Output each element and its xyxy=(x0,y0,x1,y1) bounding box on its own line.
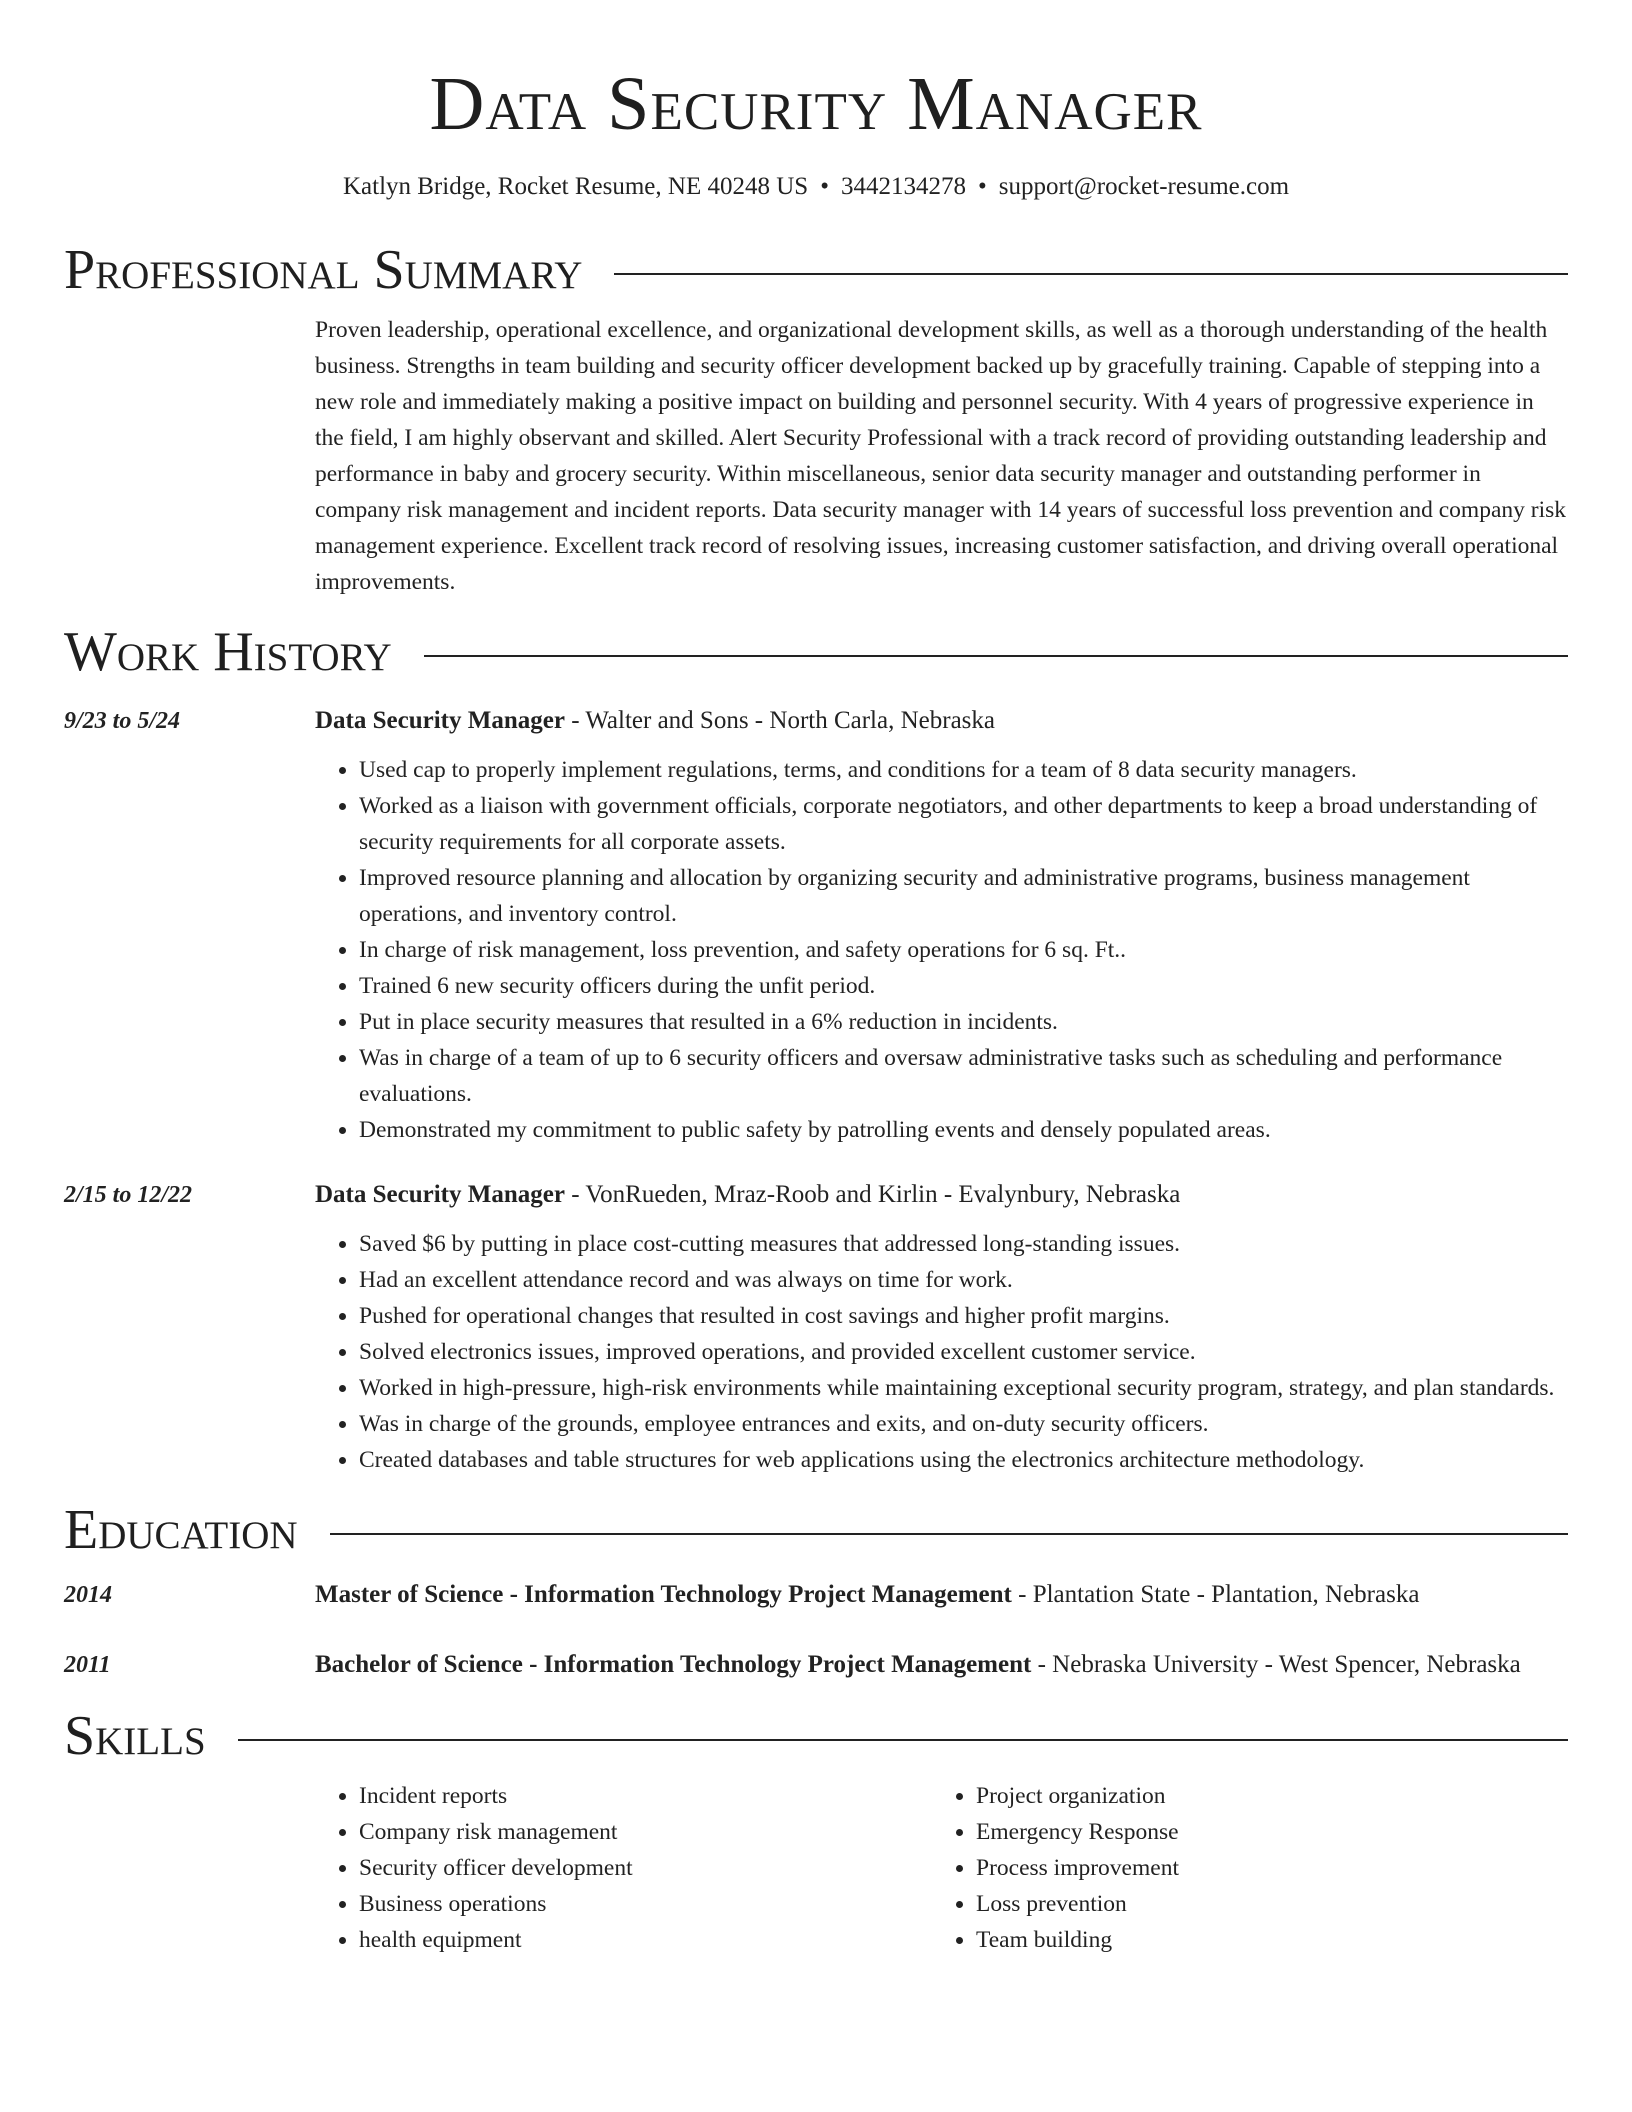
job-body xyxy=(315,702,1568,1148)
contact-separator: • xyxy=(820,173,829,200)
job-bullet: • Put in place security measures that resulted in a 6% reduction in incidents. xyxy=(359,1004,1568,1040)
job-entry xyxy=(64,1176,1568,1478)
summary-text: Proven leadership, operational excellence, and organizational development skills, as well as a thorough understanding of the health business. Strengths in team building and security officer development backed up by gracefully training. Capable of stepping into a new role and immediately making a positive impact on building and personnel security. With 4 years of progressive experience in the field, I am highly observant and skilled. Alert Security Professional with a track record of providing outstanding leadership and performance in baby and grocery security. Within miscellaneous, senior data security manager and outstanding performer in company risk management and incident reports. Data security manager with 14 years of successful loss prevention and company risk management experience. Excellent track record of resolving issues, increasing customer satisfaction, and driving overall operational improvements. xyxy=(315,317,1567,595)
job-bullet: • In charge of risk management, loss prevention, and safety operations for 6 sq. Ft.. xyxy=(359,932,1568,968)
education-degree: Bachelor of Science - Information Technology Project Management xyxy=(315,1651,1032,1678)
section-header xyxy=(64,1704,1568,1768)
job-details: - Walter and Sons - North Carla, Nebraska xyxy=(564,707,995,734)
job-bullet: • Worked as a liaison with government officials, corporate negotiators, and other departments to keep a broad understanding of security requirements for all corporate assets. xyxy=(359,788,1568,860)
job-title: Data Security Manager xyxy=(315,707,565,734)
skill-item: • Team building xyxy=(976,1922,1549,1958)
summary-heading: Professional Summary xyxy=(64,239,583,301)
job-title-line xyxy=(315,1176,1568,1214)
education-year: 2014 xyxy=(64,1582,112,1608)
job-bullets xyxy=(315,752,1568,1148)
section-divider xyxy=(330,1533,1568,1535)
education-details: - Nebraska University - West Spencer, Nebraska xyxy=(1031,1651,1521,1678)
education-heading: Education xyxy=(64,1499,298,1561)
section-header xyxy=(64,1498,1568,1562)
job-bullet: • Worked in high-pressure, high-risk environments while maintaining exceptional security program, strategy, and plan standards. xyxy=(359,1370,1568,1406)
job-dates: 9/23 to 5/24 xyxy=(64,708,181,734)
section-divider xyxy=(238,1739,1568,1741)
section-divider xyxy=(424,655,1568,657)
skill-item: • Security officer development xyxy=(359,1850,932,1886)
job-bullet: • Was in charge of a team of up to 6 security officers and oversaw administrative tasks such as scheduling and performance evaluations. xyxy=(359,1040,1568,1112)
skills-list-left xyxy=(315,1778,932,1958)
skill-item: • health equipment xyxy=(359,1922,932,1958)
contact-line xyxy=(64,170,1568,204)
job-bullet: • Used cap to properly implement regulations, terms, and conditions for a team of 8 data security managers. xyxy=(359,752,1568,788)
contact-address: Katlyn Bridge, Rocket Resume, NE 40248 US xyxy=(342,173,809,200)
job-bullet: • Trained 6 new security officers during the unfit period. xyxy=(359,968,1568,1004)
skill-item: • Business operations xyxy=(359,1886,932,1922)
work-history-heading: Work History xyxy=(64,621,392,683)
skills-list-right xyxy=(932,1778,1549,1958)
education-entry xyxy=(64,1576,1568,1614)
job-bullet: • Demonstrated my commitment to public safety by patrolling events and densely populated areas. xyxy=(359,1112,1568,1148)
job-bullet: • Solved electronics issues, improved operations, and provided excellent customer service. xyxy=(359,1334,1568,1370)
skills-grid xyxy=(315,1778,1568,1958)
education-entry xyxy=(64,1646,1568,1684)
job-bullet: • Was in charge of the grounds, employee entrances and exits, and on-duty security officers. xyxy=(359,1406,1568,1442)
education-details: - Plantation State - Plantation, Nebraska xyxy=(1011,1581,1420,1608)
education-line xyxy=(315,1646,1568,1684)
section-divider xyxy=(614,273,1568,275)
contact-separator: • xyxy=(977,173,987,200)
skill-item: • Emergency Response xyxy=(976,1814,1549,1850)
job-entry xyxy=(64,702,1568,1148)
skills-section xyxy=(64,1704,1568,1958)
section-header xyxy=(64,238,1568,302)
summary-section xyxy=(64,238,1568,600)
work-history-section xyxy=(64,620,1568,1478)
job-bullet: • Had an excellent attendance record and was always on time for work. xyxy=(359,1262,1568,1298)
job-title-line xyxy=(315,702,1568,740)
contact-phone: 3442134278 xyxy=(840,173,966,200)
skill-item: • Loss prevention xyxy=(976,1886,1549,1922)
skills-heading: Skills xyxy=(64,1705,206,1767)
skill-item: • Project organization xyxy=(976,1778,1549,1814)
job-body xyxy=(315,1176,1568,1478)
job-title: Data Security Manager xyxy=(315,1181,565,1208)
education-line xyxy=(315,1576,1568,1614)
education-degree: Master of Science - Information Technology Project Management xyxy=(315,1581,1012,1608)
job-bullet: • Pushed for operational changes that resulted in cost savings and higher profit margins. xyxy=(359,1298,1568,1334)
education-section xyxy=(64,1498,1568,1684)
skill-item: • Company risk management xyxy=(359,1814,932,1850)
education-year: 2011 xyxy=(64,1652,111,1678)
job-bullet: • Saved $6 by putting in place cost-cutting measures that addressed long-standing issues. xyxy=(359,1226,1568,1262)
skill-item: • Process improvement xyxy=(976,1850,1549,1886)
skill-item: • Incident reports xyxy=(359,1778,932,1814)
section-header xyxy=(64,620,1568,684)
job-bullet: • Improved resource planning and allocation by organizing security and administrative programs, business management operations, and inventory control. xyxy=(359,860,1568,932)
job-dates: 2/15 to 12/22 xyxy=(64,1182,193,1208)
resume-title: Data Security Manager xyxy=(429,62,1203,146)
contact-email: support@rocket-resume.com xyxy=(998,173,1290,200)
job-details: - VonRueden, Mraz-Roob and Kirlin - Evalynbury, Nebraska xyxy=(564,1181,1181,1208)
job-bullet: • Created databases and table structures for web applications using the electronics architecture methodology. xyxy=(359,1442,1568,1478)
job-bullets xyxy=(315,1226,1568,1478)
